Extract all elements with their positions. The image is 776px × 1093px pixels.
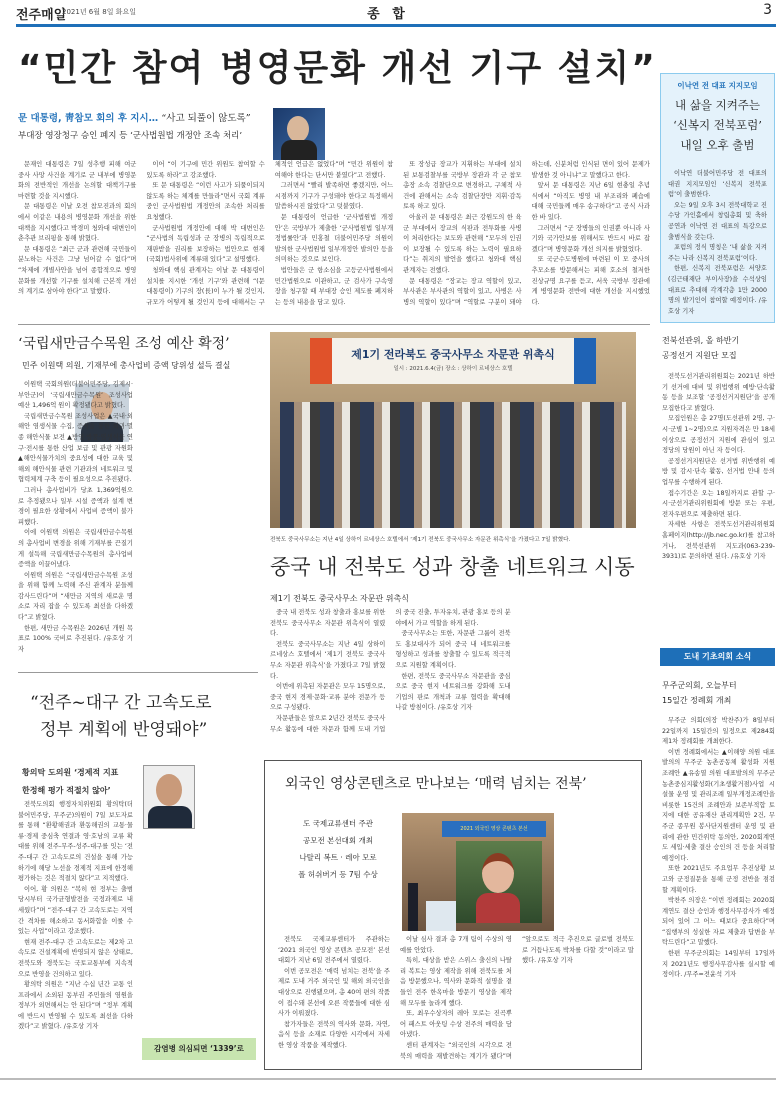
- video-subhead: [278, 815, 398, 883]
- paragraph: 자세한 사항은 전북도선거관리위원회 홈페이지(http://jb.nec.go.kr)를 참고하거나, 전북선관위 지도과(063-239-3931)로 문의하면 된다. /유호상 기자: [662, 521, 775, 561]
- paragraph: 국립새만금수목원 조성사업은 ▲국내·외 해안 염생식물 수집, 증식을 통한 희귀·멸종 해안식물 보전 ▲방염·방풍·염생식물 연구·전시를 통한 산업 보급 및 관광 자원화 ▲해안식물가치의 중요성에 대한 교육 및 해외 해안식물 관련 기관과의 네트워크 및 협력체계 구축 등이 필요성으로 추진됐다.: [18, 412, 133, 484]
- election-title: [662, 333, 775, 363]
- paragraph: 이번에 위촉된 자문관은 모두 15명으로, 중국 현지 경제·문화·교류 분야 전문가 등으로 구성됐다.: [270, 683, 386, 712]
- sidebar-title-line: 내일 오후 출범: [680, 138, 755, 152]
- header-rule: [16, 24, 776, 27]
- council-body: [662, 716, 775, 1068]
- newspaper-masthead: 전주매일: [16, 8, 67, 23]
- paragraph: 이어 “이 기구에 민간 위원도 참여할 수 있도록 하라”고 강조했다.: [146, 161, 265, 179]
- paragraph: 문 대통령은 “최근 군과 관련해 국민들이 분노하는 사건은 그냥 넘어갈 수 없다”며 “차제에 개별사안을 넘어 종합적으로 병영문화를 개선할 기구를 설치해 근본적 개선의 계기로 삼아야 한다”고 말했다.: [18, 245, 137, 296]
- paragraph: 군사법원법 개정안에 대해 박 대변인은 “군사법의 독립성과 군 장병의 독립적으로 재판받을 권리를 보장하는 법안으로 현재 (국회)법사위에 계류돼 있다”고 설명했다.: [146, 224, 265, 264]
- paragraph: 공정선거지원단은 선거법 위반행위 예방 및 감시·단속 활동, 선거법 안내 등의 업무를 수행하게 된다.: [662, 457, 775, 486]
- divider: [18, 672, 258, 673]
- paragraph: 현재 전주-대구 간 고속도로는 제2차 고속도로 건설계획에 반영되지 않은 상태로, 전북도와 경북도는 국토교통부에 지속적으로 반영을 건의하고 있다.: [18, 938, 133, 978]
- lead-kicker: [18, 110, 251, 124]
- paragraph: 그러면서 “빨리 발족하면 좋겠지만, 어느 시점까지 기구가 구성돼야 한다고 특정해서 말씀하시진 않았다”고 덧붙였다.: [274, 182, 394, 211]
- paragraph: 중국사무소는 또한, 자문관 그룹이 전북도 홍보대사가 되어 중국 내 네트워크를 형성하고 성과를 창출할 수 있도록 적극적으로 지원할 계획이다.: [395, 630, 511, 669]
- paragraph: 한편, 새만금 수목원은 2026년 개원 목표로 100% 국비로 추진된다. /유호상 기자: [18, 624, 133, 653]
- paragraph: 박찬주 의장은 “이번 정례회는 2020회계연도 결산 승인과 행정사무감사가 예정되어 있어 그 어느 때보다 중요하다”며 “집행부의 성실한 자료 제출과 답변을 부탁드린다”고 말했다.: [662, 897, 775, 947]
- paragraph: 앞서 문 대통령은 지난 6일 현충일 추념식에서 “아직도 병영 내 부조리와 폐습에 대해 국민들께 매우 송구하다”고 공식 사과한 바 있다.: [531, 182, 650, 221]
- arboretum-body: [18, 380, 258, 665]
- paragraph: 모집인원은 총 27명(도선관위 2명, 구·시·군별 1~2명)으로 지원자격은 만 18세 이상으로 공정선거 지원에 관심이 있고 정당의 당원이 아닌 자 등이다.: [662, 415, 775, 455]
- paragraph: 또 국군수도병원에 마련된 이 모 중사의 추모소를 방문해서는 피해 호소의 철저한 진상규명 요구를 듣고, 서욱 국방부 장관에게 병영문화 전반에 대한 개선을 지시했었다.: [531, 256, 650, 306]
- lead-subhead: 부대장 영장청구 승인 폐지 등 ‘군사법원법 개정안 조속 처리’: [18, 131, 243, 141]
- paragraph: 중국 내 전북도 성과 창출과 홍보를 위한 전북도 중국사무소 자문관 위촉식이 열렸다.: [270, 609, 386, 638]
- photo-caption: 전북도 중국사무소는 지난 4일 상하이 르네상스 호텔에서 ‘제1기 전북도 중국사무소 자문관 위촉식’을 가졌다고 7일 밝혔다.: [270, 537, 571, 543]
- sidebar-title-line: 내 삶을 지켜주는: [674, 98, 761, 112]
- paragraph: 전북도 중국사무소는 지난 4일 상하이 르네상스 호텔에서 ‘제1기 전북도 중국사무소 자문관 위촉식’을 가졌다고 7일 밝혔다.: [270, 640, 386, 680]
- paragraph: 그러나 총사업비가 당초 1,369억원으로 추정됐으나 일부 시설 증액과 설계 변경이 필요한 상황에서 사업비 증액이 불가피했다.: [18, 486, 133, 526]
- sidebar-kicker: 이낙연 전 대표 지지모임: [677, 81, 758, 90]
- election-title-line: 공정선거 지원단 모집: [662, 351, 737, 360]
- china-subhead: 제1기 전북도 중국사무소 자문관 위촉식: [270, 594, 409, 603]
- election-body: [662, 372, 775, 640]
- paragraph: 한편 무주군의회는 14일부터 17일까지 2021년도 행정사무감사를 실시할 예정이다. /무주=전윤석 기자: [662, 950, 775, 979]
- highway-subhead: [22, 764, 118, 800]
- paragraph: 또, 최우수상자의 레아 모로는 진곡뿌어 패스트 아웃팅 수상 전주의 매력을 담아냈다.: [400, 1010, 512, 1039]
- paragraph: 이원택 국회의원(더불어민주당, 김제시·부안군)이 ‘국립새만금수목원’ 조성사업 예산 1,496억 원이 확정됐다고 밝혔다.: [18, 381, 133, 410]
- paragraph: 법안들은 군 항소심을 고등군사법원에서 민간법원으로 이관하고, 군 검사가 구속영장을 청구할 때 부대장 승인 제도를 폐지하는 등의 내용을 담고 있다.: [274, 266, 394, 306]
- sidebar-box: [660, 73, 775, 323]
- paragraph: 이번 공모전은 ‘매력 넘치는 전북’을 주제로 도내 거주 외국인 및 해외 외국인을 대상으로 진행됐으며, 총 40여 편의 작품이 접수돼 본선에 오른 작품들에 대한 심사가 이뤄졌다.: [278, 967, 390, 1018]
- paragraph: 아울러 문 대통령은 최근 강원도의 한 육군 부대에서 장교의 식판과 전투화를 사병이 처리한다는 보도와 관련해 “모두의 인권이 보장될 수 있도록 하는 노력이 필요하다”는 취지의 발언을 했다고 청와대 핵심 관계자는 전했다.: [403, 213, 522, 274]
- paragraph: 한편, 전북도 중국사무소 자문관을 중심으로 중국 현지 네트워크를 강화해 도내 기업의 판로 개척과 교류 협력을 확대해 나갈 방침이다. /유호상 기자: [395, 672, 511, 712]
- paragraph: 이낙연 더불어민주당 전 대표의 대권 지지모임인 ‘신복지 전북포럼’이 출범한다.: [668, 170, 767, 199]
- paragraph: 무주군 의회(의장 박찬주)가 8일부터 22일까지 15일간의 일정으로 제284회 제1차 정례회를 개최한다.: [662, 717, 775, 746]
- divider: [18, 324, 650, 325]
- paragraph: 이어, 황 의원은 “복히 현 정부는 출범 당시부터 국가균형발전을 국정과제로 내세웠다”며 “전주-대구 간 고속도로는 지역 간 격차를 해소하고 동서화합을 이룰 수 있는 사업”이라고 강조했다.: [18, 885, 133, 936]
- lead-kicker-quote: “사고 되풀이 않도록”: [161, 113, 251, 124]
- banner-info: 일시 : 2021.6.4(금) 장소 : 상하이 르네상스 호텔: [393, 366, 513, 372]
- sidebar-title: [668, 95, 767, 155]
- arboretum-headline: ‘국립새만금수목원 조성 예산 확정’: [18, 336, 230, 352]
- ceremony-photo: [270, 332, 636, 528]
- paragraph: 또 문 대통령은 “이런 사고가 되풀이되지 않도록 하는 체계를 만들라”면서 국회 계류 중인 군사법원법 개정안의 조속한 처리를 요청했다.: [146, 182, 265, 221]
- highway-headline: [30, 690, 212, 744]
- video-body: [278, 935, 634, 1063]
- footer-rule: [0, 1078, 776, 1080]
- china-headline: 중국 내 전북도 성과 창출 네트워크 시동: [270, 555, 635, 579]
- sidebar-title-line: ‘신복지 전북포럼’: [673, 118, 762, 132]
- video-subhead-line: 도 국제교류센터 주관: [303, 819, 373, 828]
- paragraph: 전북도의회 행정자치위원회 황의탁(더불어민주당, 무주군)의원이 7일 보도자료를 통해 “환황해권과 환동해권의 교통·물류·경제 중심축 연결과 영·호남의 교류 확대를 위해 전주-무주-성주-대구를 잇는 ‘전주-대구 간 고속도로의 건설을 통해 가능하기에 해당 노선을 경제적 지표에 한정해 평가하는 것은 적절치 않다”고 지적했다.: [18, 801, 133, 883]
- paragraph: 청와대 핵심 관계자는 이날 문 대통령이 설치를 지시한 ‘개선 기구’와 관련해 “(문 대통령이) 기구의 장(長)이 누가 될 것인지, 규모가 어떻게 될 것인지 등에 대해서는 구체적인 언급은 없었다”며 “민간 위원이 참여해야 한다는 단서만 붙였다”고 전했다.: [146, 161, 394, 306]
- lead-headline: “민간 참여 병영문화 개선 기구 설치”: [18, 48, 657, 89]
- president-photo: [273, 108, 325, 160]
- paragraph: 참가자들은 전북의 역사와 문화, 자연, 음식 등을 소재로 다양한 시각에서 자세한 영상 작품을 제작했다.: [278, 1020, 390, 1049]
- paragraph: 접수기간은 오는 18일까지로 관할 구·시·군선거관리위원회에 방문 또는 우편, 전자우편으로 제출하면 된다.: [662, 489, 775, 518]
- paragraph: 그러면서 “군 장병들의 인권뿐 아니라 사기와 국가안보를 위해서도 반드시 바로 잡겠다”며 병영문화 개선 의지를 밝혔었다.: [531, 224, 650, 253]
- video-subhead-line: 나탈리 복트 · 레아 모로: [299, 853, 377, 862]
- screen-title: 2021 외국인 영상 콘텐츠 본선: [442, 821, 546, 837]
- highway-headline-line: 정부 계획에 반영돼야”: [40, 720, 208, 740]
- paragraph: 포럼의 정식 명칭은 ‘내 삶을 지켜주는 나라 신복지 전북포럼’이다.: [668, 244, 767, 262]
- highway-subhead-line: 한정해 평가 적절치 않아’: [22, 786, 111, 795]
- paragraph: 전북도선거관리위원회는 2021년 하반기 선거에 대비 및 위법행위 예방·단속활동 등을 보조할 ‘공정선거지원단’을 공개모집한다고 밝혔다.: [662, 373, 775, 412]
- lead-kicker-text: 문 대통령, 靑참모 회의 후 지시…: [18, 113, 159, 124]
- paragraph: 문 대통령은 이날 오전 참모진과의 회의에서 이같은 내용의 병영문화 개선을 위한 대책을 지시했다고 박경미 청와대 대변인이 춘추관 브리핑을 통해 밝혔다.: [18, 203, 137, 243]
- election-title-line: 전북선관위, 올 하반기: [662, 336, 740, 345]
- paragraph: 자문관들은 앞으로 2년간 전북도 중국사무소 활동에 대한 자문과 함께 도내 기업의 중국 진출, 투자유치, 관광 홍보 등의 분야에서 가교 역할을 하게 된다.: [270, 609, 511, 733]
- council-title-line: 무주군의회, 오늘부터: [662, 681, 737, 690]
- highway-body: [18, 800, 258, 1035]
- paragraph: 문 대통령이 언급한 ‘군사법원법 개정안’은 국방부가 제출한 ‘군사법원법 일부개정법률안’과 민홍철 더불어민주당 의원이 발의한 군사법원법 일부개정안 발의안 등을 의미하는 것으로 보인다.: [274, 213, 394, 264]
- notice-1339: 감염병 의심되면 ‘1339’로: [142, 1038, 256, 1060]
- contest-photo: [402, 813, 554, 931]
- paragraph: 오는 9일 오후 3시 전북대학교 진수당 가인홀에서 창립총회 및 축하공연과 이낙연 전 대표의 특강으로 출범식을 갖는다.: [668, 201, 767, 241]
- paragraph: 문 대통령은 “장교는 장교 역할이 있고, 부사관은 부사관의 역할이 있고, 사병은 사병의 역할이 있다”며 “역할로 구분이 돼야 하는데, 신분처럼 인식된 면이 있어 문제가 발생한 것 아니냐”고 말했다고 한다.: [403, 161, 650, 306]
- paragraph: 황의탁 의원은 “지난 수십 년간 교통 인프라에서 소외된 동부권 주민들의 염원을 정부가 외면해서는 안 된다”며 “정부 계획에 반드시 반영될 수 있도록 최선을 다하겠다”고 밝혔다. /유호상 기자: [18, 981, 133, 1031]
- highway-subhead-line: 황의탁 도의원 ‘경제적 지표: [22, 768, 119, 777]
- paragraph: 이날 심사 결과 총 7개 팀이 수상의 영예를 안았다.: [400, 936, 512, 954]
- video-subhead-line: 폴 허쉬버거 등 7팀 수상: [298, 870, 378, 879]
- banner-title: 제1기 전라북도 중국사무소 자문관 위촉식: [351, 348, 555, 361]
- council-title: [662, 678, 775, 708]
- sidebar-body: [668, 169, 767, 319]
- video-headline: 외국인 영상콘텐츠로 만나보는 ‘매력 넘치는 전북’: [285, 776, 587, 792]
- paragraph: 이번 정례회에서는 ▲이해양 의원 대표발의의 무주군 농촌공동체 활성화 지원 조례안 ▲유송열 의원 대표발의의 무주군 농촌중심지활성화(기초생활거점)사업 시설물 운영 및 관리조례 일부개정조례안을 비롯한 15건의 조례안과 보존부적합 토지에 대한 공유재산 관리계획안 2건, 무주군 종무원 봉사단지원센터 운영 및 관리에 관한 민간위탁 동의안, 2020회계연도 세입·세출 결산 승인의 건 등을 처리할 예정이다.: [662, 748, 775, 862]
- paragraph: 또한 2021년도 주요업무 추진상황 보고와 군정질문을 통해 군정 전반을 점검할 계획이다.: [662, 865, 775, 894]
- paragraph: 전북도 국제교류센터가 주관하는 ‘2021 외국인 영상 콘텐츠 공모전’ 본선대회가 지난 6일 전주에서 열렸다.: [278, 936, 390, 965]
- paragraph: 한편, 신복지 전북포럼은 서양호(김근태재단 부이사장)을 수석상임대표로 추대해 각계각층 1만 2000명의 발기인이 참여할 예정이다. /유호상 기자: [668, 265, 767, 315]
- paragraph: 특히, 대상을 받은 스위스 출신의 나탈리 복트는 영상 제작을 위해 전북도를 처음 방문했으나, 역사와 문화적 설명을 곁들인 전주 한옥마을 방문기 영상을 제작해 모두를 놀라게 했다.: [400, 957, 512, 1007]
- arboretum-subhead: 민주 이원택 의원, 기재부에 총사업비 증액 당위성 설득 결실: [22, 361, 231, 370]
- section-name: 종 합: [367, 7, 409, 22]
- china-body: [270, 608, 636, 750]
- issue-date: 2021년 6월 8일 화요일: [62, 8, 136, 16]
- highway-headline-line: “전주~대구 간 고속도로: [30, 693, 212, 713]
- lead-article-body: [18, 160, 650, 318]
- page-number: 3: [763, 2, 772, 18]
- paragraph: 센터 관계자는 “외국인의 시각으로 전북의 매력을 재발견하는 계기가 됐다”며 “앞으로도 적극 추진으로 글로벌 전북도로 거듭나도록 박차를 다할 것”이라고 말했다. /유호상 기자: [400, 936, 634, 1060]
- council-title-line: 15일간 정례회 개최: [662, 696, 732, 705]
- paragraph: 또 장성급 장교가 지휘하는 부대에 설치된 보통검찰부를 국방부 장관과 각 군 참모총장 소속 검찰단으로 변경하고, 구체적 사건에 관해서는 소속 검찰단장만 지휘·감독토록 하고 있다.: [403, 161, 522, 211]
- paragraph: 문재인 대통령은 7일 성추행 피해 여군 중사 사망 사건을 계기로 군 내부에 병영문화의 전반적인 개선을 논의할 대책기구를 마련할 것을 지시했다.: [18, 161, 137, 200]
- video-subhead-line: 공모전 본선대회 개최: [303, 836, 373, 845]
- paragraph: 이에 이원택 의원은 국립새만금수목원의 총사업비 변경을 위해 기재부를 끈질기게 설득해 국립새만금수목원의 총사업비 증액을 이끌어냈다.: [18, 529, 133, 569]
- video-body-side: [560, 815, 634, 933]
- council-news-bar: 도내 기초의회 소식: [660, 648, 775, 666]
- paragraph: 이원택 의원은 “국립새만금수목원 조성을 위해 함께 노력해 주신 관계자 분들께 감사드린다”며 “새만금 지역의 새로운 명소로 자리 잡을 수 있도록 최선을 다하겠다”고 밝혔다.: [18, 571, 133, 622]
